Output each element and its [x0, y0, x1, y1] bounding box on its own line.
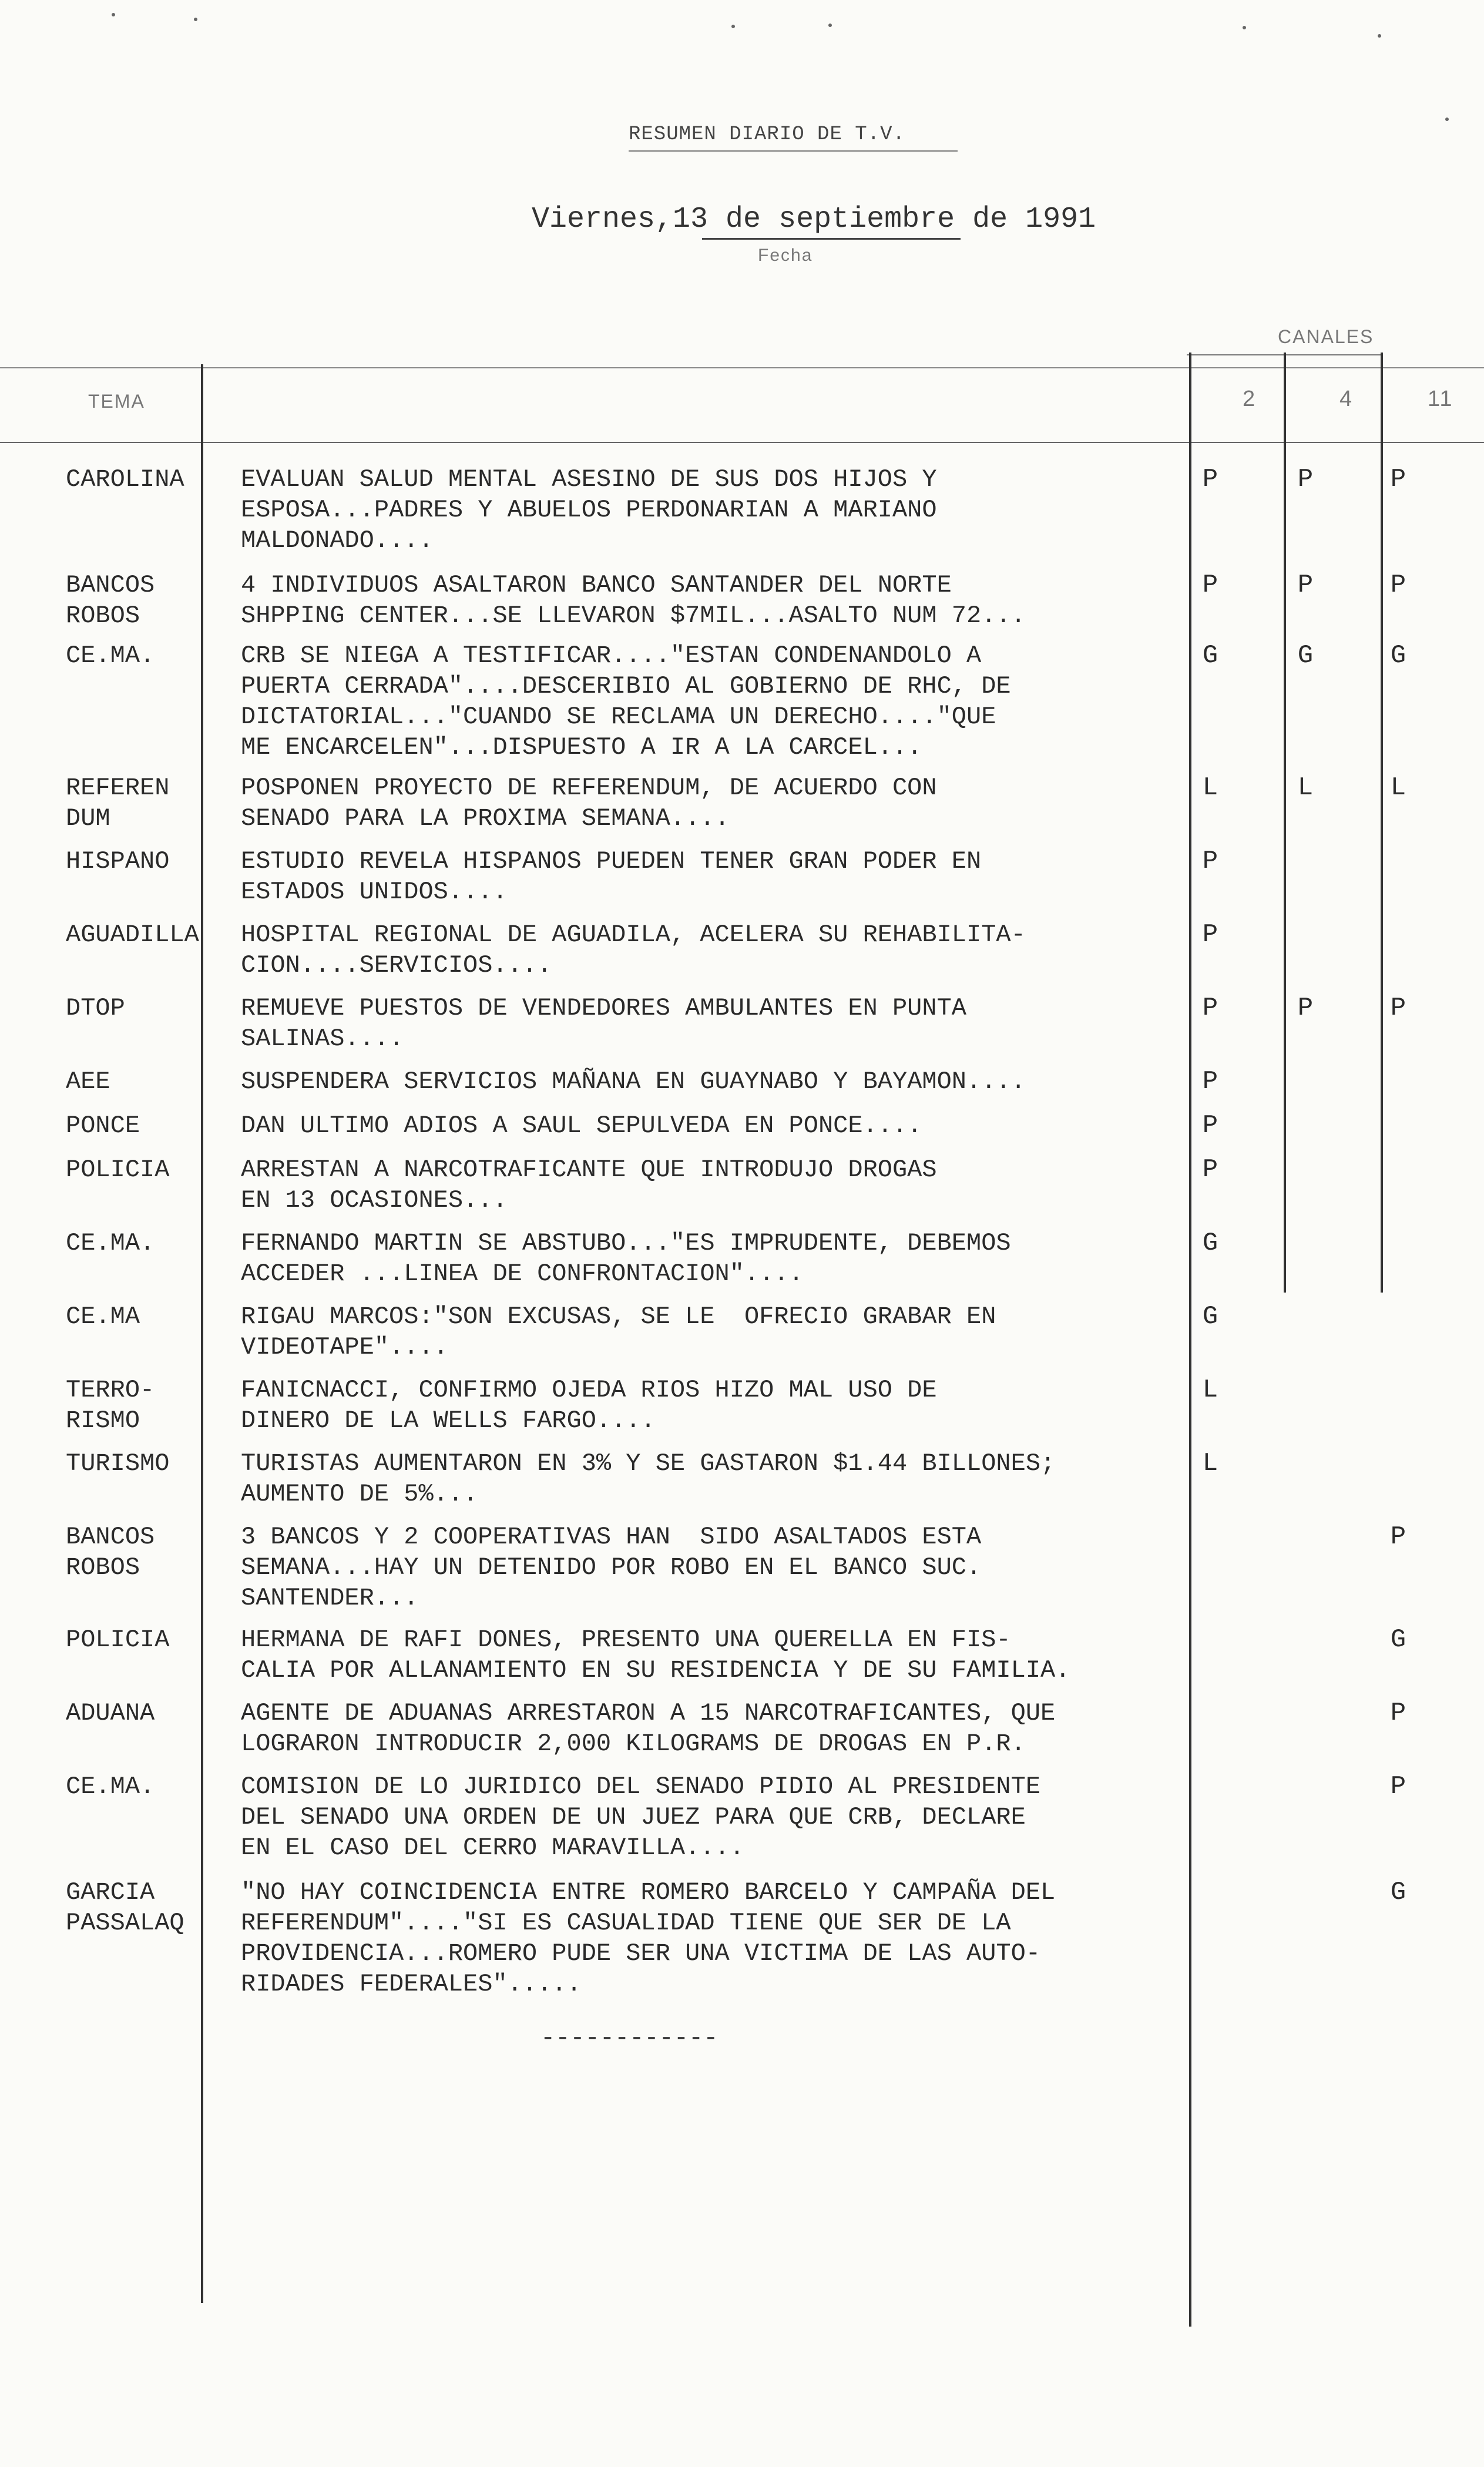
row-channel-2: G: [1202, 641, 1218, 670]
row-channel-11: G: [1390, 1625, 1406, 1654]
row-tema: CAROLINA: [66, 465, 184, 494]
row-channel-2: G: [1202, 1229, 1218, 1258]
row-text: HOSPITAL REGIONAL DE AGUADILA, ACELERA SU REHABILITA- CION....SERVICIOS....: [241, 921, 1026, 979]
row-text: HERMANA DE RAFI DONES, PRESENTO UNA QUERELLA EN FIS- CALIA POR ALLANAMIENTO EN SU RESIDENCIA Y DE SU FAMILIA.: [241, 1626, 1070, 1684]
row-text: DAN ULTIMO ADIOS A SAUL SEPULVEDA EN PONCE....: [241, 1112, 922, 1140]
row-channel-2: G: [1202, 1302, 1218, 1331]
row-channel-2: P: [1202, 1111, 1218, 1140]
row-text: REMUEVE PUESTOS DE VENDEDORES AMBULANTES EN PUNTA SALINAS....: [241, 994, 967, 1053]
speck: [828, 24, 832, 27]
row-tema: BANCOS ROBOS: [66, 1523, 155, 1582]
row-channel-2: P: [1202, 1155, 1218, 1184]
speck: [1445, 118, 1449, 121]
row-channel-2: P: [1202, 570, 1218, 600]
title-underline: [629, 150, 958, 152]
row-tema: CE.MA: [66, 1303, 140, 1331]
channels-label: CANALES: [1278, 326, 1374, 347]
row-tema: AGUADILLA: [66, 921, 199, 949]
row-channel-11: P: [1390, 993, 1406, 1023]
channel-11-header: 11: [1428, 387, 1453, 411]
row-channel-2: L: [1202, 1375, 1218, 1405]
row-text: SUSPENDERA SERVICIOS MAÑANA EN GUAYNABO Y BAYAMON....: [241, 1068, 1026, 1096]
row-channel-11: P: [1390, 570, 1406, 600]
row-text: ESTUDIO REVELA HISPANOS PUEDEN TENER GRAN PODER EN ESTADOS UNIDOS....: [241, 847, 982, 906]
date-text: Viernes,13 de septiembre de 1991: [532, 203, 1096, 236]
row-text: RIGAU MARCOS:"SON EXCUSAS, SE LE OFRECIO GRABAR EN VIDEOTAPE"....: [241, 1303, 996, 1361]
row-text: 4 INDIVIDUOS ASALTARON BANCO SANTANDER DEL NORTE SHPPING CENTER...SE LLEVARON $7MIL...ASALTO NUM 72...: [241, 571, 1026, 630]
row-channel-4: P: [1297, 570, 1314, 600]
row-channel-11: P: [1390, 1772, 1406, 1801]
row-tema: DTOP: [66, 994, 125, 1022]
row-channel-2: P: [1202, 993, 1218, 1023]
channel-4-header: 4: [1339, 387, 1354, 411]
row-text: TURISTAS AUMENTARON EN 3% Y SE GASTARON $1.44 BILLONES; AUMENTO DE 5%...: [241, 1449, 1056, 1508]
row-channel-2: P: [1202, 847, 1218, 876]
row-channel-11: G: [1390, 641, 1406, 670]
row-channel-4: P: [1297, 465, 1314, 494]
header-bottom-rule: [0, 442, 1484, 443]
row-tema: HISPANO: [66, 847, 170, 875]
date-underline: [702, 238, 961, 240]
row-channel-11: L: [1390, 773, 1406, 803]
row-tema: POLICIA: [66, 1626, 170, 1654]
row-text: AGENTE DE ADUANAS ARRESTARON A 15 NARCOTRAFICANTES, QUE LOGRARON INTRODUCIR 2,000 KILOGRAMS DE DROGAS EN P.R.: [241, 1699, 1056, 1758]
page-title: RESUMEN DIARIO DE T.V.: [629, 123, 905, 146]
row-channel-11: P: [1390, 1522, 1406, 1552]
row-channel-4: P: [1297, 993, 1314, 1023]
row-tema: PONCE: [66, 1112, 140, 1140]
row-tema: ADUANA: [66, 1699, 155, 1727]
channel-2-header: 2: [1243, 387, 1257, 411]
row-channel-4: L: [1297, 773, 1314, 803]
end-rule: ------------: [540, 2024, 719, 2052]
row-text: POSPONEN PROYECTO DE REFERENDUM, DE ACUERDO CON SENADO PARA LA PROXIMA SEMANA....: [241, 774, 937, 833]
row-channel-11: P: [1390, 465, 1406, 494]
row-tema: TURISMO: [66, 1449, 170, 1478]
speck: [1378, 34, 1381, 38]
row-channel-2: L: [1202, 1449, 1218, 1478]
row-channel-2: P: [1202, 1067, 1218, 1096]
row-text: ARRESTAN A NARCOTRAFICANTE QUE INTRODUJO DROGAS EN 13 OCASIONES...: [241, 1156, 937, 1214]
row-tema: TERRO- RISMO: [66, 1376, 155, 1435]
row-channel-2: P: [1202, 920, 1218, 949]
speck: [1243, 26, 1246, 29]
row-text: EVALUAN SALUD MENTAL ASESINO DE SUS DOS HIJOS Y ESPOSA...PADRES Y ABUELOS PERDONARIAN A MARIANO MALDONADO....: [241, 465, 937, 555]
row-channel-11: G: [1390, 1878, 1406, 1907]
row-tema: GARCIA PASSALAQ: [66, 1878, 184, 1937]
row-tema: CE.MA.: [66, 642, 155, 670]
row-tema: CE.MA.: [66, 1229, 155, 1257]
row-channel-2: L: [1202, 773, 1218, 803]
row-text: FERNANDO MARTIN SE ABSTUBO..."ES IMPRUDENTE, DEBEMOS ACCEDER ...LINEA DE CONFRONTACION"....: [241, 1229, 1011, 1288]
tema-column-rule: [201, 364, 203, 2303]
row-text: CRB SE NIEGA A TESTIFICAR...."ESTAN CONDENANDOLO A PUERTA CERRADA"....DESCERIBIO AL GOBIERNO DE RHC, DE DICTATORIAL..."CUANDO SE RECLAMA UN DERECHO...."QUE ME ENCARCELEN"...DISPUESTO A IR A LA CARCEL...: [241, 642, 1011, 761]
row-tema: POLICIA: [66, 1156, 170, 1184]
date-label: Fecha: [758, 246, 813, 265]
speck: [112, 13, 115, 16]
row-text: 3 BANCOS Y 2 COOPERATIVAS HAN SIDO ASALTADOS ESTA SEMANA...HAY UN DETENIDO POR ROBO EN EL BANCO SUC. SANTENDER...: [241, 1523, 982, 1612]
row-tema: REFEREN DUM: [66, 774, 170, 833]
header-top-rule: [0, 367, 1484, 368]
row-text: FANICNACCI, CONFIRMO OJEDA RIOS HIZO MAL USO DE DINERO DE LA WELLS FARGO....: [241, 1376, 937, 1435]
row-channel-4: G: [1297, 641, 1314, 670]
row-tema: BANCOS ROBOS: [66, 571, 155, 630]
row-channel-11: P: [1390, 1699, 1406, 1728]
speck: [194, 18, 197, 21]
row-tema: AEE: [66, 1068, 110, 1096]
speck: [731, 25, 735, 28]
row-tema: CE.MA.: [66, 1773, 155, 1801]
row-text: "NO HAY COINCIDENCIA ENTRE ROMERO BARCELO Y CAMPAÑA DEL REFERENDUM"...."SI ES CASUALIDAD TIENE QUE SER DE LA PROVIDENCIA...ROMERO PUDE SER UNA VICTIMA DE LAS AUTO- RIDADES FEDERALES".....: [241, 1878, 1056, 1998]
tema-label: TEMA: [88, 391, 145, 412]
row-channel-2: P: [1202, 465, 1218, 494]
row-text: COMISION DE LO JURIDICO DEL SENADO PIDIO AL PRESIDENTE DEL SENADO UNA ORDEN DE UN JUEZ PARA QUE CRB, DECLARE EN EL CASO DEL CERRO MARAVILLA....: [241, 1773, 1041, 1862]
